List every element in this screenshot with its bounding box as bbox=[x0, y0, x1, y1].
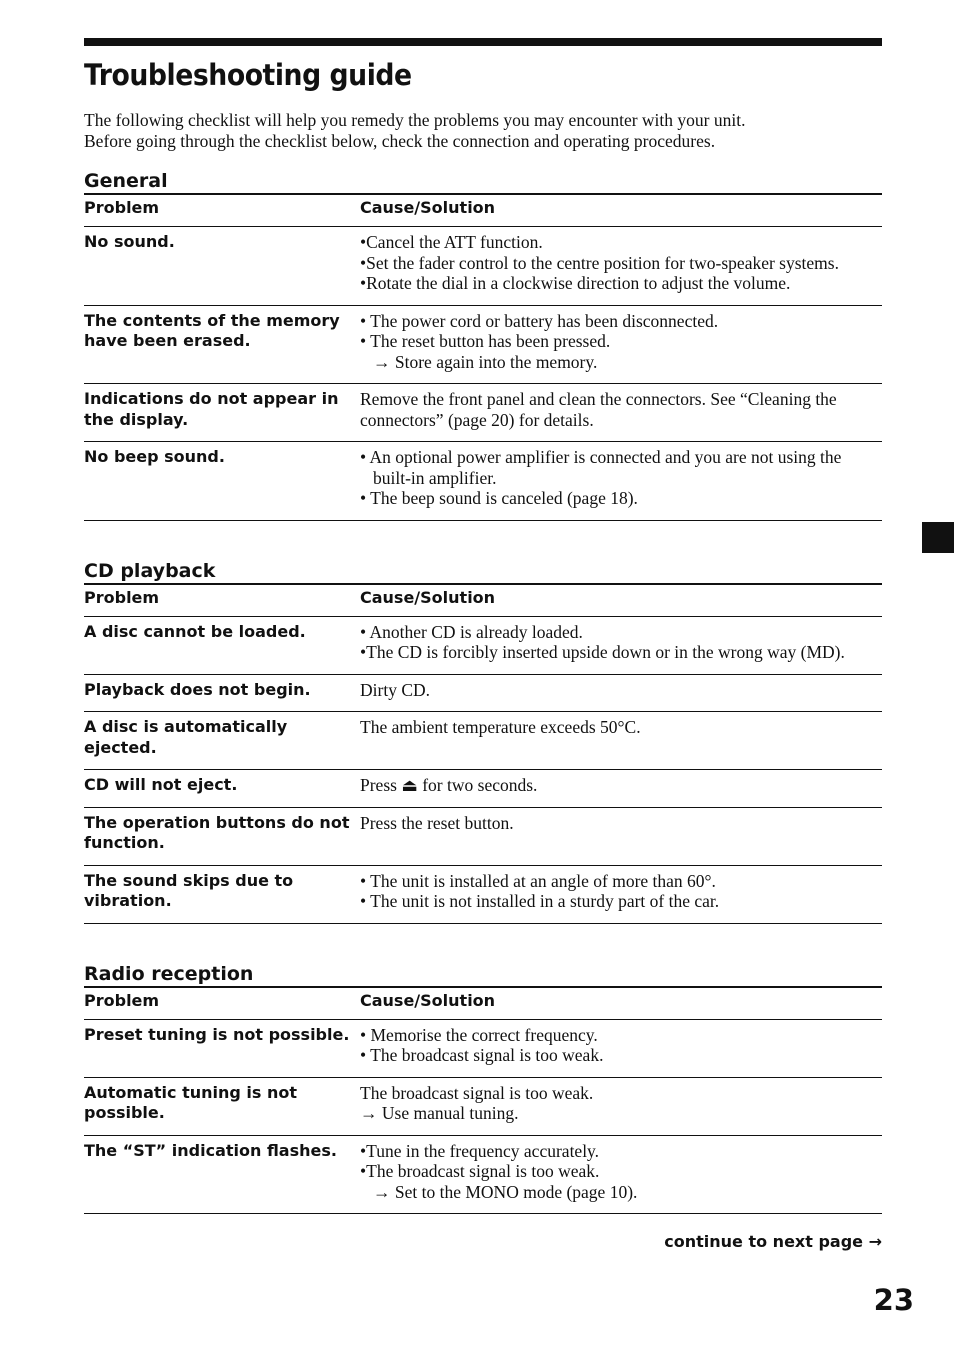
solution-item: Dirty CD. bbox=[360, 679, 430, 700]
solution-cell bbox=[360, 384, 882, 442]
page bbox=[84, 38, 882, 1251]
solution-cell bbox=[360, 1135, 882, 1214]
solution-cell bbox=[360, 1019, 882, 1077]
table-row bbox=[84, 807, 882, 865]
problem-cell: No sound. bbox=[84, 227, 360, 306]
solution-cell bbox=[360, 442, 882, 521]
section-tab-marker bbox=[922, 522, 954, 553]
section-cd-playback bbox=[84, 559, 882, 924]
solution-cell bbox=[360, 712, 882, 770]
problem-header: Problem bbox=[84, 194, 360, 227]
solution-cell bbox=[360, 865, 882, 923]
solution-item: • The unit is installed at an angle of more than 60°. bbox=[360, 870, 716, 891]
solution-item: • The broadcast signal is too weak. bbox=[360, 1045, 604, 1065]
solution-item: • The beep sound is canceled (page 18). bbox=[360, 488, 638, 508]
section-general bbox=[84, 169, 882, 521]
table-row bbox=[84, 305, 882, 384]
solution-item: •The CD is forcibly inserted upside down or in the wrong way (MD). bbox=[360, 642, 845, 662]
problem-cell: Preset tuning is not possible. bbox=[84, 1019, 360, 1077]
solution-item: • Memorise the correct frequency. bbox=[360, 1024, 598, 1045]
table-header bbox=[84, 987, 882, 1020]
problem-cell: A disc is automatically ejected. bbox=[84, 712, 360, 770]
problem-cell: A disc cannot be loaded. bbox=[84, 616, 360, 674]
solution-item: The ambient temperature exceeds 50°C. bbox=[360, 717, 641, 737]
solution-item: Press ⏏ for two seconds. bbox=[360, 775, 538, 795]
problem-cell: The “ST” indication flashes. bbox=[84, 1135, 360, 1214]
problem-cell: The contents of the memory have been erased. bbox=[84, 305, 360, 384]
table-row bbox=[84, 1077, 882, 1135]
table-row bbox=[84, 1135, 882, 1214]
problem-cell: CD will not eject. bbox=[84, 770, 360, 808]
solution-item: •Set the fader control to the centre position for two-speaker systems. bbox=[360, 252, 839, 273]
solution-item: → Store again into the memory. bbox=[373, 351, 598, 372]
title-rule bbox=[84, 38, 882, 46]
page-title: Troubleshooting guide bbox=[84, 58, 412, 92]
solution-item: • The reset button has been pressed. bbox=[360, 331, 611, 351]
solution-item: • An optional power amplifier is connected and you are not using the built-in amplifier. bbox=[360, 447, 842, 488]
problem-header: Problem bbox=[84, 584, 360, 617]
problem-cell: No beep sound. bbox=[84, 442, 360, 521]
solution-item: → Set to the MONO mode (page 10). bbox=[373, 1181, 638, 1202]
continue-note: continue to next page → bbox=[664, 1232, 882, 1251]
problem-cell: Automatic tuning is not possible. bbox=[84, 1077, 360, 1135]
table-header bbox=[84, 194, 882, 227]
table-row bbox=[84, 227, 882, 306]
solution-cell bbox=[360, 227, 882, 306]
solution-item: Remove the front panel and clean the connectors. See “Cleaning the connectors” (page 20) for details. bbox=[360, 389, 837, 430]
troubleshooting-table bbox=[84, 986, 882, 1215]
solution-cell bbox=[360, 1077, 882, 1135]
intro-text: The following checklist will help you remedy the problems you may encounter with your unit. Before going through the checklist below, check the connection and operating procedures. bbox=[84, 110, 746, 151]
page-number: 23 bbox=[873, 1283, 914, 1317]
solution-item: •The broadcast signal is too weak. bbox=[360, 1161, 600, 1181]
table-header bbox=[84, 584, 882, 617]
problem-cell: Indications do not appear in the display. bbox=[84, 384, 360, 442]
solution-cell bbox=[360, 807, 882, 865]
table-row bbox=[84, 442, 882, 521]
solution-item: •Cancel the ATT function. bbox=[360, 232, 543, 252]
solution-item: • Another CD is already loaded. bbox=[360, 621, 583, 642]
table-row bbox=[84, 674, 882, 712]
solution-item: • The unit is not installed in a sturdy part of the car. bbox=[360, 891, 720, 911]
problem-cell: The operation buttons do not function. bbox=[84, 807, 360, 865]
problem-header: Problem bbox=[84, 987, 360, 1020]
section-heading: Radio reception bbox=[84, 962, 254, 985]
solution-header: Cause/Solution bbox=[360, 194, 882, 227]
solution-item: •Rotate the dial in a clockwise direction to adjust the volume. bbox=[360, 273, 791, 293]
solution-cell bbox=[360, 770, 882, 808]
solution-cell bbox=[360, 674, 882, 712]
section-radio-reception bbox=[84, 962, 882, 1215]
solution-item: Press the reset button. bbox=[360, 812, 514, 833]
solution-item: The broadcast signal is too weak. bbox=[360, 1082, 594, 1103]
table-row bbox=[84, 384, 882, 442]
solution-cell bbox=[360, 305, 882, 384]
section-heading: General bbox=[84, 170, 168, 192]
table-row bbox=[84, 712, 882, 770]
problem-cell: The sound skips due to vibration. bbox=[84, 865, 360, 923]
solution-cell bbox=[360, 616, 882, 674]
table-row bbox=[84, 616, 882, 674]
solution-item: •Tune in the frequency accurately. bbox=[360, 1140, 600, 1161]
solution-header: Cause/Solution bbox=[360, 584, 882, 617]
solution-item: • The power cord or battery has been disconnected. bbox=[360, 310, 719, 331]
table-row bbox=[84, 865, 882, 923]
section-heading: CD playback bbox=[84, 559, 216, 582]
problem-cell: Playback does not begin. bbox=[84, 674, 360, 712]
table-row bbox=[84, 770, 882, 808]
solution-item: → Use manual tuning. bbox=[360, 1103, 519, 1123]
solution-header: Cause/Solution bbox=[360, 987, 882, 1020]
troubleshooting-table bbox=[84, 193, 882, 521]
troubleshooting-table bbox=[84, 583, 882, 924]
table-row bbox=[84, 1019, 882, 1077]
